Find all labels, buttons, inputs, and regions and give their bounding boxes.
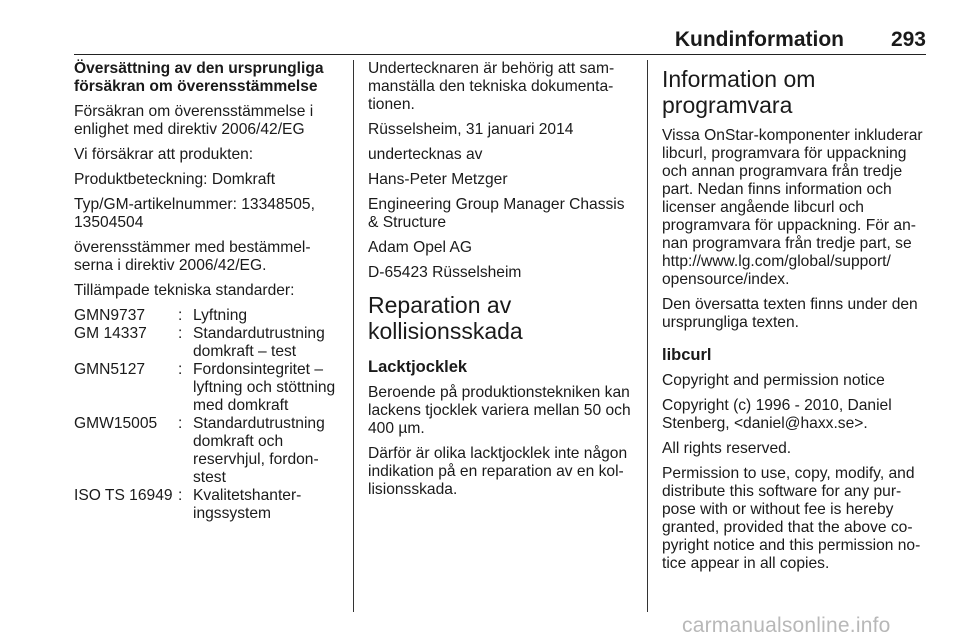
paragraph: Därför är olika lacktjocklek inte någon indikation på en reparation av en kollisionsskada. xyxy=(368,445,628,498)
section-heading: Reparation av kollisionsskada xyxy=(368,292,523,344)
paragraph: D-65423 Rüsselsheim xyxy=(368,264,522,281)
column-2 xyxy=(368,60,636,506)
standard-code: GMW15005 xyxy=(74,415,158,432)
subsection-heading: Lacktjocklek xyxy=(368,358,468,376)
standard-code: GMN9737 xyxy=(74,307,146,324)
column-divider-2 xyxy=(647,60,648,612)
standard-row xyxy=(74,307,336,325)
paragraph: Undertecknaren är behörig att sammanställa den tekniska dokumentationen. xyxy=(368,60,615,113)
paragraph: Permission to use, copy, modify, and distribute this software for any purpose with or without fee is hereby granted, provided that the above copyright notice and this permission notice appear in all copies. xyxy=(662,465,921,572)
subsection-heading: libcurl xyxy=(662,346,712,364)
paragraph: Produktbeteckning: Domkraft xyxy=(74,171,276,188)
header-title: Kundinformation xyxy=(674,28,844,51)
standard-row xyxy=(74,487,336,523)
paragraph: Typ/GM-artikelnummer: 13348505, 13504504 xyxy=(74,196,315,231)
standard-row xyxy=(74,325,336,361)
standard-row xyxy=(74,361,336,415)
column-3 xyxy=(662,60,928,580)
paragraph: överensstämmer med bestämmelserna i direktiv 2006/42/EG. xyxy=(74,239,311,274)
standard-row xyxy=(74,415,336,487)
paragraph: Den översatta texten finns under den ursprungliga texten. xyxy=(662,296,918,331)
section-heading: Information om programvara xyxy=(662,66,816,118)
standard-separator: : xyxy=(178,325,183,342)
paragraph: Hans-Peter Metzger xyxy=(368,171,508,188)
column-1 xyxy=(74,60,336,523)
watermark: carmanualsonline.info xyxy=(682,614,891,637)
paragraph: Rüsselsheim, 31 januari 2014 xyxy=(368,121,574,138)
paragraph: Adam Opel AG xyxy=(368,239,473,256)
standard-desc: Fordonsintegritet – lyftning och stöttning med domkraft xyxy=(193,361,336,414)
standard-desc: Standardutrustning domkraft – test xyxy=(193,325,325,360)
paragraph: Vi försäkrar att produkten: xyxy=(74,146,254,163)
standards-list xyxy=(74,307,336,523)
paragraph: Beroende på produktionstekniken kan lackens tjocklek variera mellan 50 och 400 µm. xyxy=(368,384,631,437)
column-divider-1 xyxy=(353,60,354,612)
paragraph: Försäkran om överensstämmelse i enlighet med direktiv 2006/42/EG xyxy=(74,103,314,138)
standard-desc: Lyftning xyxy=(193,307,248,324)
page-number: 293 xyxy=(890,28,926,51)
paragraph: Copyright and permission notice xyxy=(662,372,885,389)
paragraph: undertecknas av xyxy=(368,146,483,163)
declaration-heading: Översättning av den ursprungliga försäkran om överensstämmelse xyxy=(74,60,324,95)
paragraph: Vissa OnStar-komponenter inkluderar libcurl, programvara för uppackning och annan programvara från tredje part. Nedan finns information och licenser angående libcurl och programvara för uppackning. För annan programvara från tredje part, se http://www.lg.com/global/support/ opensource/index. xyxy=(662,127,923,288)
paragraph: Copyright (c) 1996 - 2010, Daniel Stenberg, <daniel@haxx.se>. xyxy=(662,397,892,432)
paragraph: Tillämpade tekniska standarder: xyxy=(74,282,295,299)
standard-desc: Kvalitetshanteringssystem xyxy=(193,487,302,522)
standard-separator: : xyxy=(178,361,183,378)
standard-separator: : xyxy=(178,415,183,432)
standard-desc: Standardutrustning domkraft och reservhjul, fordonstest xyxy=(193,415,325,486)
standard-code: GMN5127 xyxy=(74,361,146,378)
standard-separator: : xyxy=(178,307,183,324)
page-header xyxy=(74,26,926,55)
standard-code: ISO TS 16949 xyxy=(74,487,173,504)
paragraph: Engineering Group Manager Chassis & Structure xyxy=(368,196,625,231)
standard-code: GM 14337 xyxy=(74,325,147,342)
standard-separator: : xyxy=(178,487,183,504)
paragraph: All rights reserved. xyxy=(662,440,792,457)
